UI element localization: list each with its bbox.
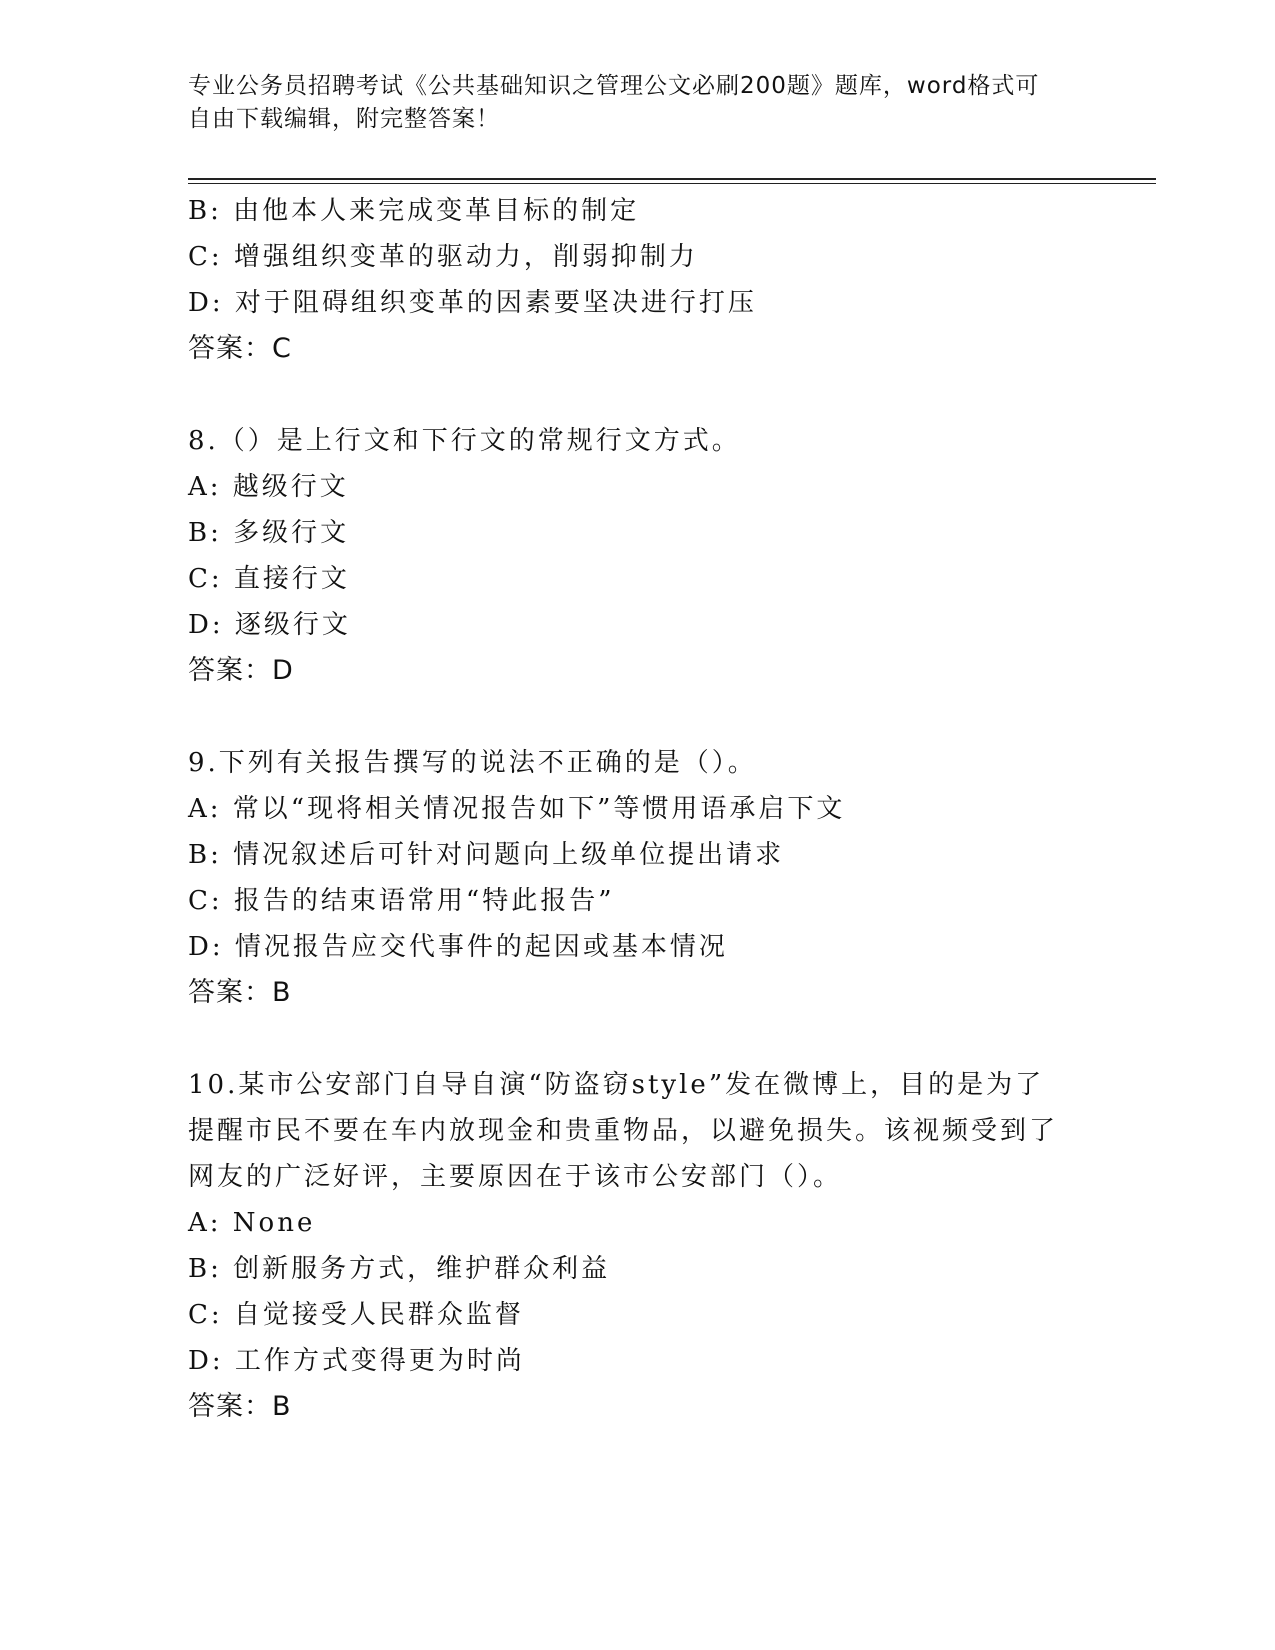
q8-option-c: C: 直接行文 — [188, 564, 350, 594]
q8-answer: 答案：D — [188, 655, 294, 686]
q9-option-b: B: 情况叙述后可针对问题向上级单位提出请求 — [188, 840, 785, 870]
q10-question-line-2: 提醒市民不要在车内放现金和贵重物品，以避免损失。该视频受到了 — [188, 1116, 1059, 1146]
q7-option-d: D: 对于阻碍组织变革的因素要坚决进行打压 — [188, 288, 757, 318]
q7-option-c: C: 增强组织变革的驱动力，削弱抑制力 — [188, 242, 698, 272]
q10-question-line-1: 10.某市公安部门自导自演“防盗窃style”发在微博上，目的是为了 — [188, 1070, 1045, 1100]
q10-question-line-3: 网友的广泛好评，主要原因在于该市公安部门（）。 — [188, 1162, 843, 1192]
q10-option-d: D: 工作方式变得更为时尚 — [188, 1346, 525, 1376]
q8-option-a: A: 越级行文 — [188, 472, 349, 502]
header-line-1: 专业公务员招聘考试《公共基础知识之管理公文必刷200题》题库，word格式可 — [188, 73, 1040, 99]
spacer — [188, 1016, 1088, 1062]
spacer — [188, 372, 1088, 418]
document-header — [188, 70, 1068, 136]
q10-answer: 答案：B — [188, 1391, 292, 1422]
q9-option-a: A: 常以“现将相关情况报告如下”等惯用语承启下文 — [188, 794, 846, 824]
q8-option-b: B: 多级行文 — [188, 518, 350, 548]
question-list — [188, 188, 1088, 1430]
q8-question: 8.（）是上行文和下行文的常规行文方式。 — [188, 426, 741, 456]
header-divider-thick — [188, 178, 1156, 180]
q9-option-d: D: 情况报告应交代事件的起因或基本情况 — [188, 932, 728, 962]
q9-question: 9.下列有关报告撰写的说法不正确的是（）。 — [188, 748, 757, 778]
header-line-2: 自由下载编辑，附完整答案！ — [188, 106, 500, 132]
q10-option-a: A: None — [188, 1208, 316, 1238]
q7-option-b: B: 由他本人来完成变革目标的制定 — [188, 196, 640, 226]
q10-option-b: B: 创新服务方式，维护群众利益 — [188, 1254, 611, 1284]
q8-option-d: D: 逐级行文 — [188, 610, 351, 640]
q9-answer: 答案：B — [188, 977, 292, 1008]
spacer — [188, 694, 1088, 740]
q10-option-c: C: 自觉接受人民群众监督 — [188, 1300, 524, 1330]
q9-option-c: C: 报告的结束语常用“特此报告” — [188, 886, 615, 916]
q7-answer: 答案：C — [188, 333, 292, 364]
header-divider-thin — [188, 183, 1156, 184]
